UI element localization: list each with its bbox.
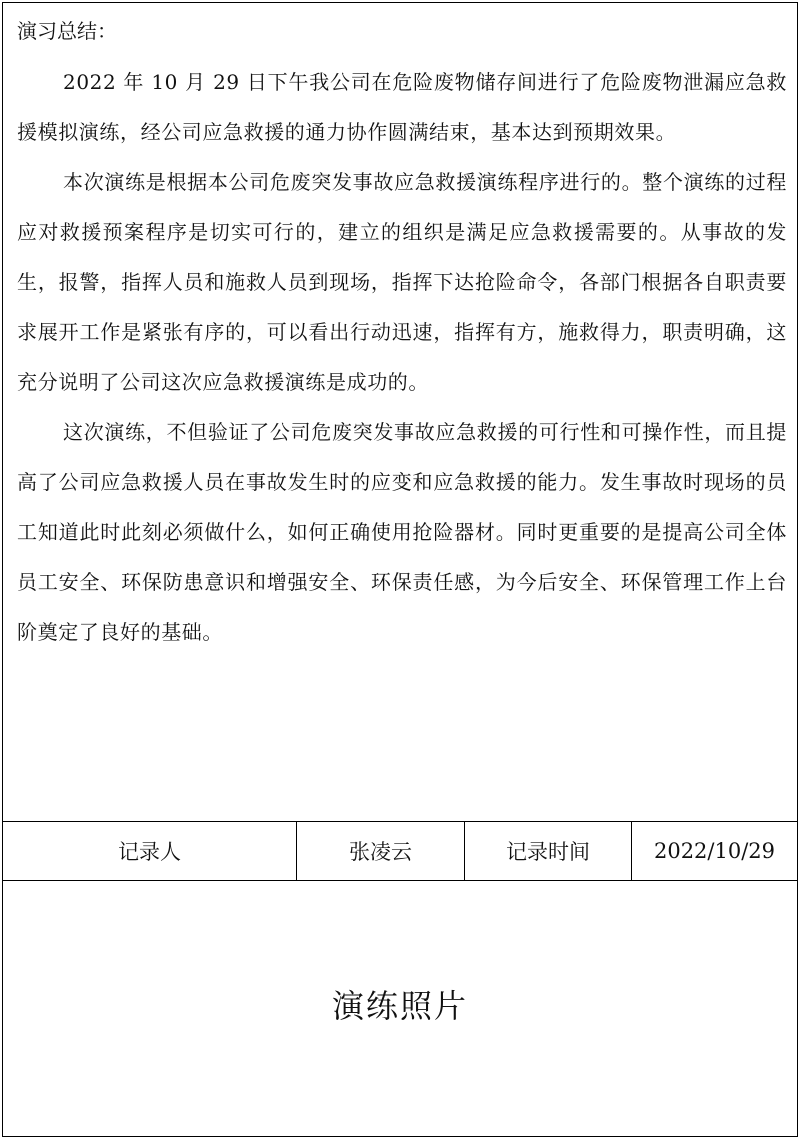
summary-paragraph-2: 本次演练是根据本公司危废突发事故应急救援演练程序进行的。整个演练的过程应对救援预案程序是切实可行的，建立的组织是满足应急救援需要的。从事故的发生，报警，指挥人员和施救人员到现场，指挥下达抢险命令，各部门根据各自职责要求展开工作是紧张有序的，可以看出行动迅速，指挥有方，施救得力，职责明确，这充分说明了公司这次应急救援演练是成功的。 [17, 170, 787, 394]
recorder-name: 张凌云 [297, 822, 465, 880]
drill-photos-label: 演练照片 [331, 987, 468, 1025]
drill-record-form [2, 2, 798, 1137]
record-time-value: 2022/10/29 [653, 839, 776, 863]
summary-paragraph-1: 2022 年 10 月 29 日下午我公司在危险废物储存间进行了危险废物泄漏应急救援模拟演练，经公司应急救援的通力协作圆满结束，基本达到预期效果。 [17, 70, 787, 144]
recorder-label: 记录人 [3, 822, 297, 880]
summary-section [3, 3, 797, 822]
summary-paragraph-3: 这次演练，不但验证了公司危废突发事故应急救援的可行性和可操作性，而且提高了公司应急救援人员在事故发生时的应变和应急救援的能力。发生事故时现场的员工知道此时此刻必须做什么，如何正确使用抢险器材。同时更重要的是提高公司全体员工安全、环保防患意识和增强安全、环保责任感，为今后安全、环保管理工作上台阶奠定了良好的基础。 [17, 420, 787, 644]
record-info-row [3, 822, 797, 881]
summary-heading: 演习总结： [17, 19, 117, 43]
drill-photos-section [3, 880, 797, 1136]
record-time-label: 记录时间 [465, 822, 632, 880]
